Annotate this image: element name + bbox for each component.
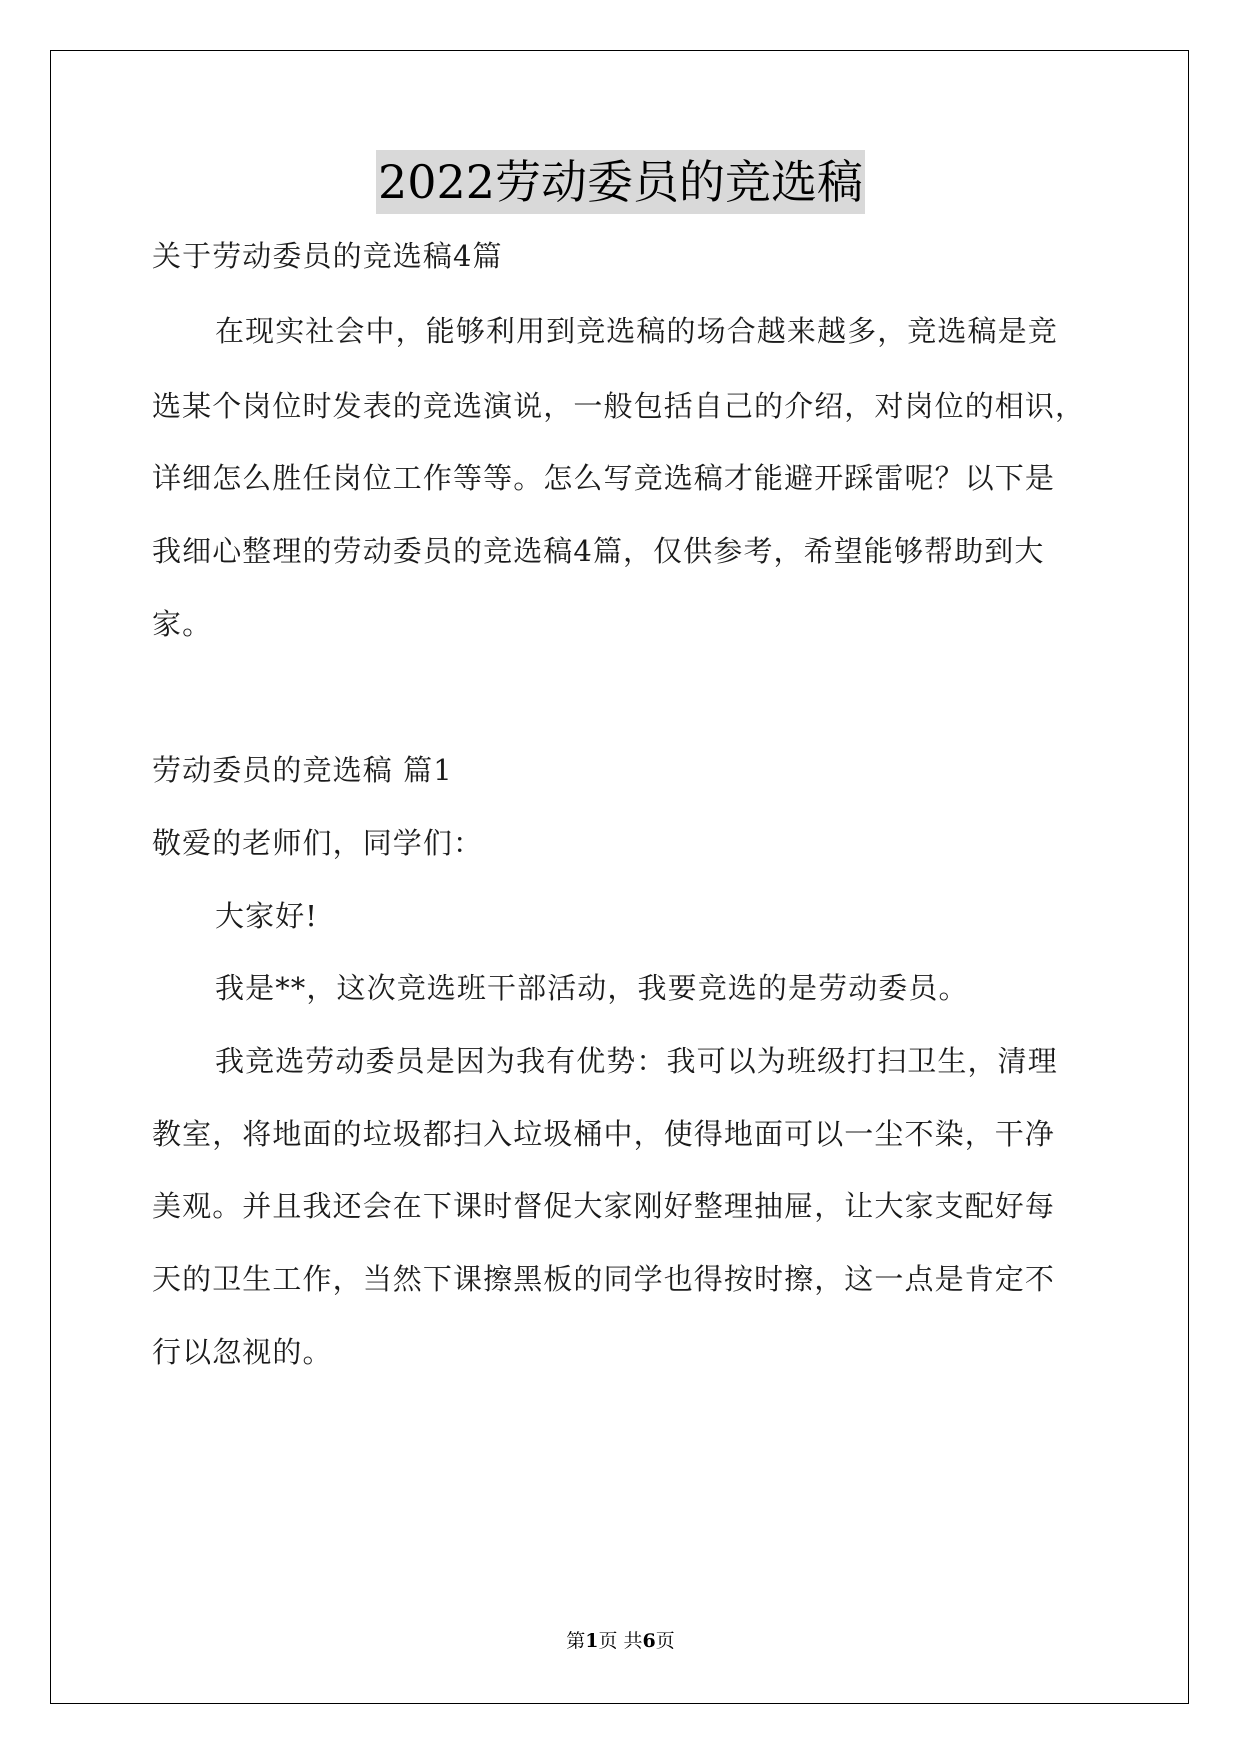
document-title: 2022劳动委员的竞选稿 xyxy=(376,150,865,214)
section-heading: 劳动委员的竞选稿 篇1 xyxy=(152,753,453,787)
current-page-number: 1 xyxy=(585,1630,599,1652)
intro-line-3: 详细怎么胜任岗位工作等等。怎么写竞选稿才能避开踩雷呢？以下是 xyxy=(152,461,1056,495)
page-footer xyxy=(0,1629,1241,1653)
body-line-1: 我竞选劳动委员是因为我有优势：我可以为班级打扫卫生，清理 xyxy=(215,1044,1058,1078)
page-mid: 页 共 xyxy=(598,1630,643,1652)
body-line-5: 行以忽视的。 xyxy=(152,1335,333,1369)
greeting: 大家好! xyxy=(215,899,319,933)
total-pages-number: 6 xyxy=(642,1630,656,1652)
intro-line-1: 在现实社会中，能够利用到竞选稿的场合越来越多，竞选稿是竞 xyxy=(215,314,1058,348)
page-border xyxy=(50,50,1189,1704)
document-subtitle: 关于劳动委员的竞选稿4篇 xyxy=(152,239,503,273)
salutation: 敬爱的老师们，同学们： xyxy=(152,826,484,860)
body-line-3: 美观。并且我还会在下课时督促大家刚好整理抽屉，让大家支配好每 xyxy=(152,1189,1056,1223)
title-container xyxy=(0,150,1241,214)
intro-line-5: 家。 xyxy=(152,607,213,641)
body-line-2: 教室，将地面的垃圾都扫入垃圾桶中，使得地面可以一尘不染，干净 xyxy=(152,1117,1056,1151)
page-prefix: 第 xyxy=(566,1630,586,1652)
intro-line-4: 我细心整理的劳动委员的竞选稿4篇，仅供参考，希望能够帮助到大 xyxy=(152,534,1045,568)
self-intro: 我是**，这次竞选班干部活动，我要竞选的是劳动委员。 xyxy=(215,971,969,1005)
page-suffix: 页 xyxy=(655,1630,675,1652)
body-line-4: 天的卫生工作，当然下课擦黑板的同学也得按时擦，这一点是肯定不 xyxy=(152,1262,1056,1296)
intro-line-2: 选某个岗位时发表的竞选演说，一般包括自己的介绍，对岗位的相识， xyxy=(152,389,1086,423)
